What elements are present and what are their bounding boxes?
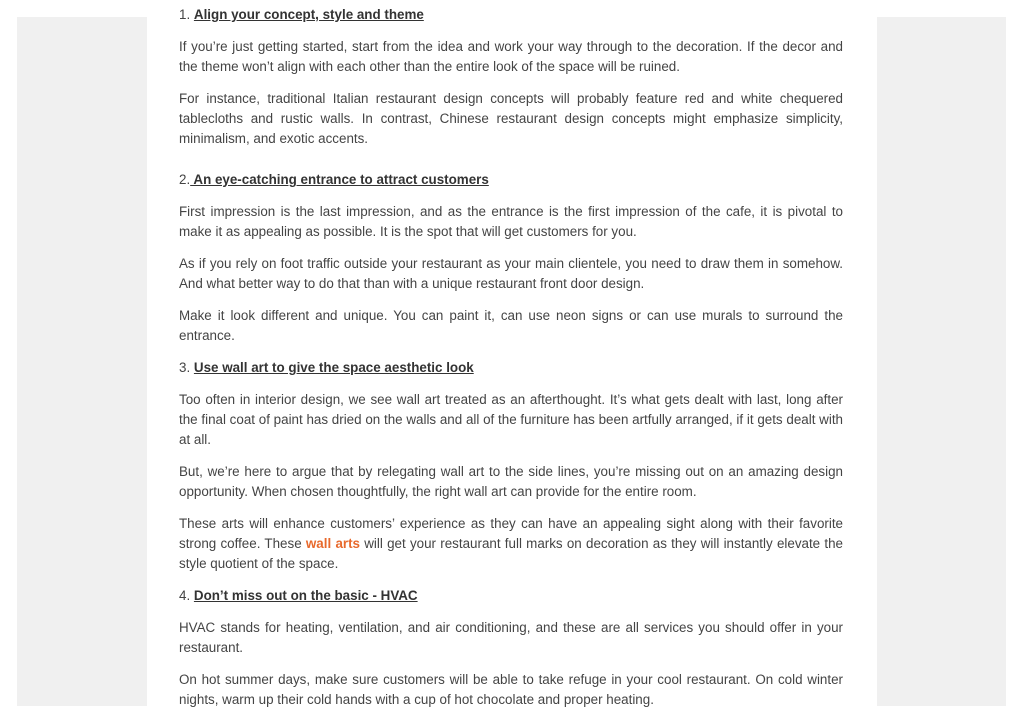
section-number: 4. xyxy=(179,588,191,604)
section-number: 1. xyxy=(179,7,191,22)
paragraph xyxy=(179,514,843,573)
section-title-link[interactable]: Use wall art to give the space aesthetic look xyxy=(193,360,474,376)
paragraph: First impression is the last impression, and as the entrance is the first impression of the cafe, it is pivotal to make it as appealing as possible. It is the spot that will get customers for you. xyxy=(179,204,843,240)
paragraph: Too often in interior design, we see wall art treated as an afterthought. It’s what gets dealt with last, long after the final coat of paint has dried on the walls and all of the furniture has been artfully arranged, if it gets dealt with at all. xyxy=(179,392,843,448)
paragraph: Make it look different and unique. You can paint it, can use neon signs or can use murals to surround the entrance. xyxy=(179,308,843,344)
section-title-link[interactable]: An eye-catching entrance to attract customers xyxy=(190,172,489,188)
paragraph: For instance, traditional Italian restaurant design concepts will probably feature red and white chequered tablecloths and rustic walls. In contrast, Chinese restaurant design concepts might emphasize simplicity, minimalism, and exotic accents. xyxy=(179,91,843,146)
section-number: 2. xyxy=(179,172,191,188)
paragraph: On hot summer days, make sure customers will be able to take refuge in your cool restaurant. On cold winter nights, warm up their cold hands with a cup of hot chocolate and proper heating. xyxy=(179,672,843,707)
page-viewport[interactable] xyxy=(17,7,1006,707)
section-heading-3 xyxy=(179,358,843,378)
section-heading-2 xyxy=(179,170,843,190)
section-number: 3. xyxy=(179,360,191,376)
article-body xyxy=(179,5,843,722)
article-container xyxy=(147,7,877,707)
section-title-link[interactable]: Align your concept, style and theme xyxy=(193,7,424,22)
paragraph-text: These arts will enhance customers’ experience as they can have an appealing sight along with their favorite strong coffee. These xyxy=(179,516,843,552)
paragraph: HVAC stands for heating, ventilation, and air conditioning, and these are all services you should offer in your restaurant. xyxy=(179,620,843,656)
section-heading-1 xyxy=(179,5,843,25)
section-title-link[interactable]: Don’t miss out on the basic - HVAC xyxy=(193,588,418,604)
paragraph: If you’re just getting started, start from the idea and work your way through to the decoration. If the decor and the theme won’t align with each other than the entire look of the space will be ruined. xyxy=(179,39,843,74)
paragraph: As if you rely on foot traffic outside your restaurant as your main clientele, you need to draw them in somehow. And what better way to do that than with a unique restaurant front door design. xyxy=(179,256,843,292)
paragraph: But, we’re here to argue that by relegating wall art to the side lines, you’re missing out on an amazing design opportunity. When chosen thoughtfully, the right wall art can provide for the entire room. xyxy=(179,464,843,500)
section-heading-4 xyxy=(179,586,843,606)
paragraph-text: will get your restaurant full marks on decoration as they will instantly elevate the style quotient of the space. xyxy=(179,536,843,571)
wall-arts-link[interactable]: wall arts xyxy=(305,536,361,552)
